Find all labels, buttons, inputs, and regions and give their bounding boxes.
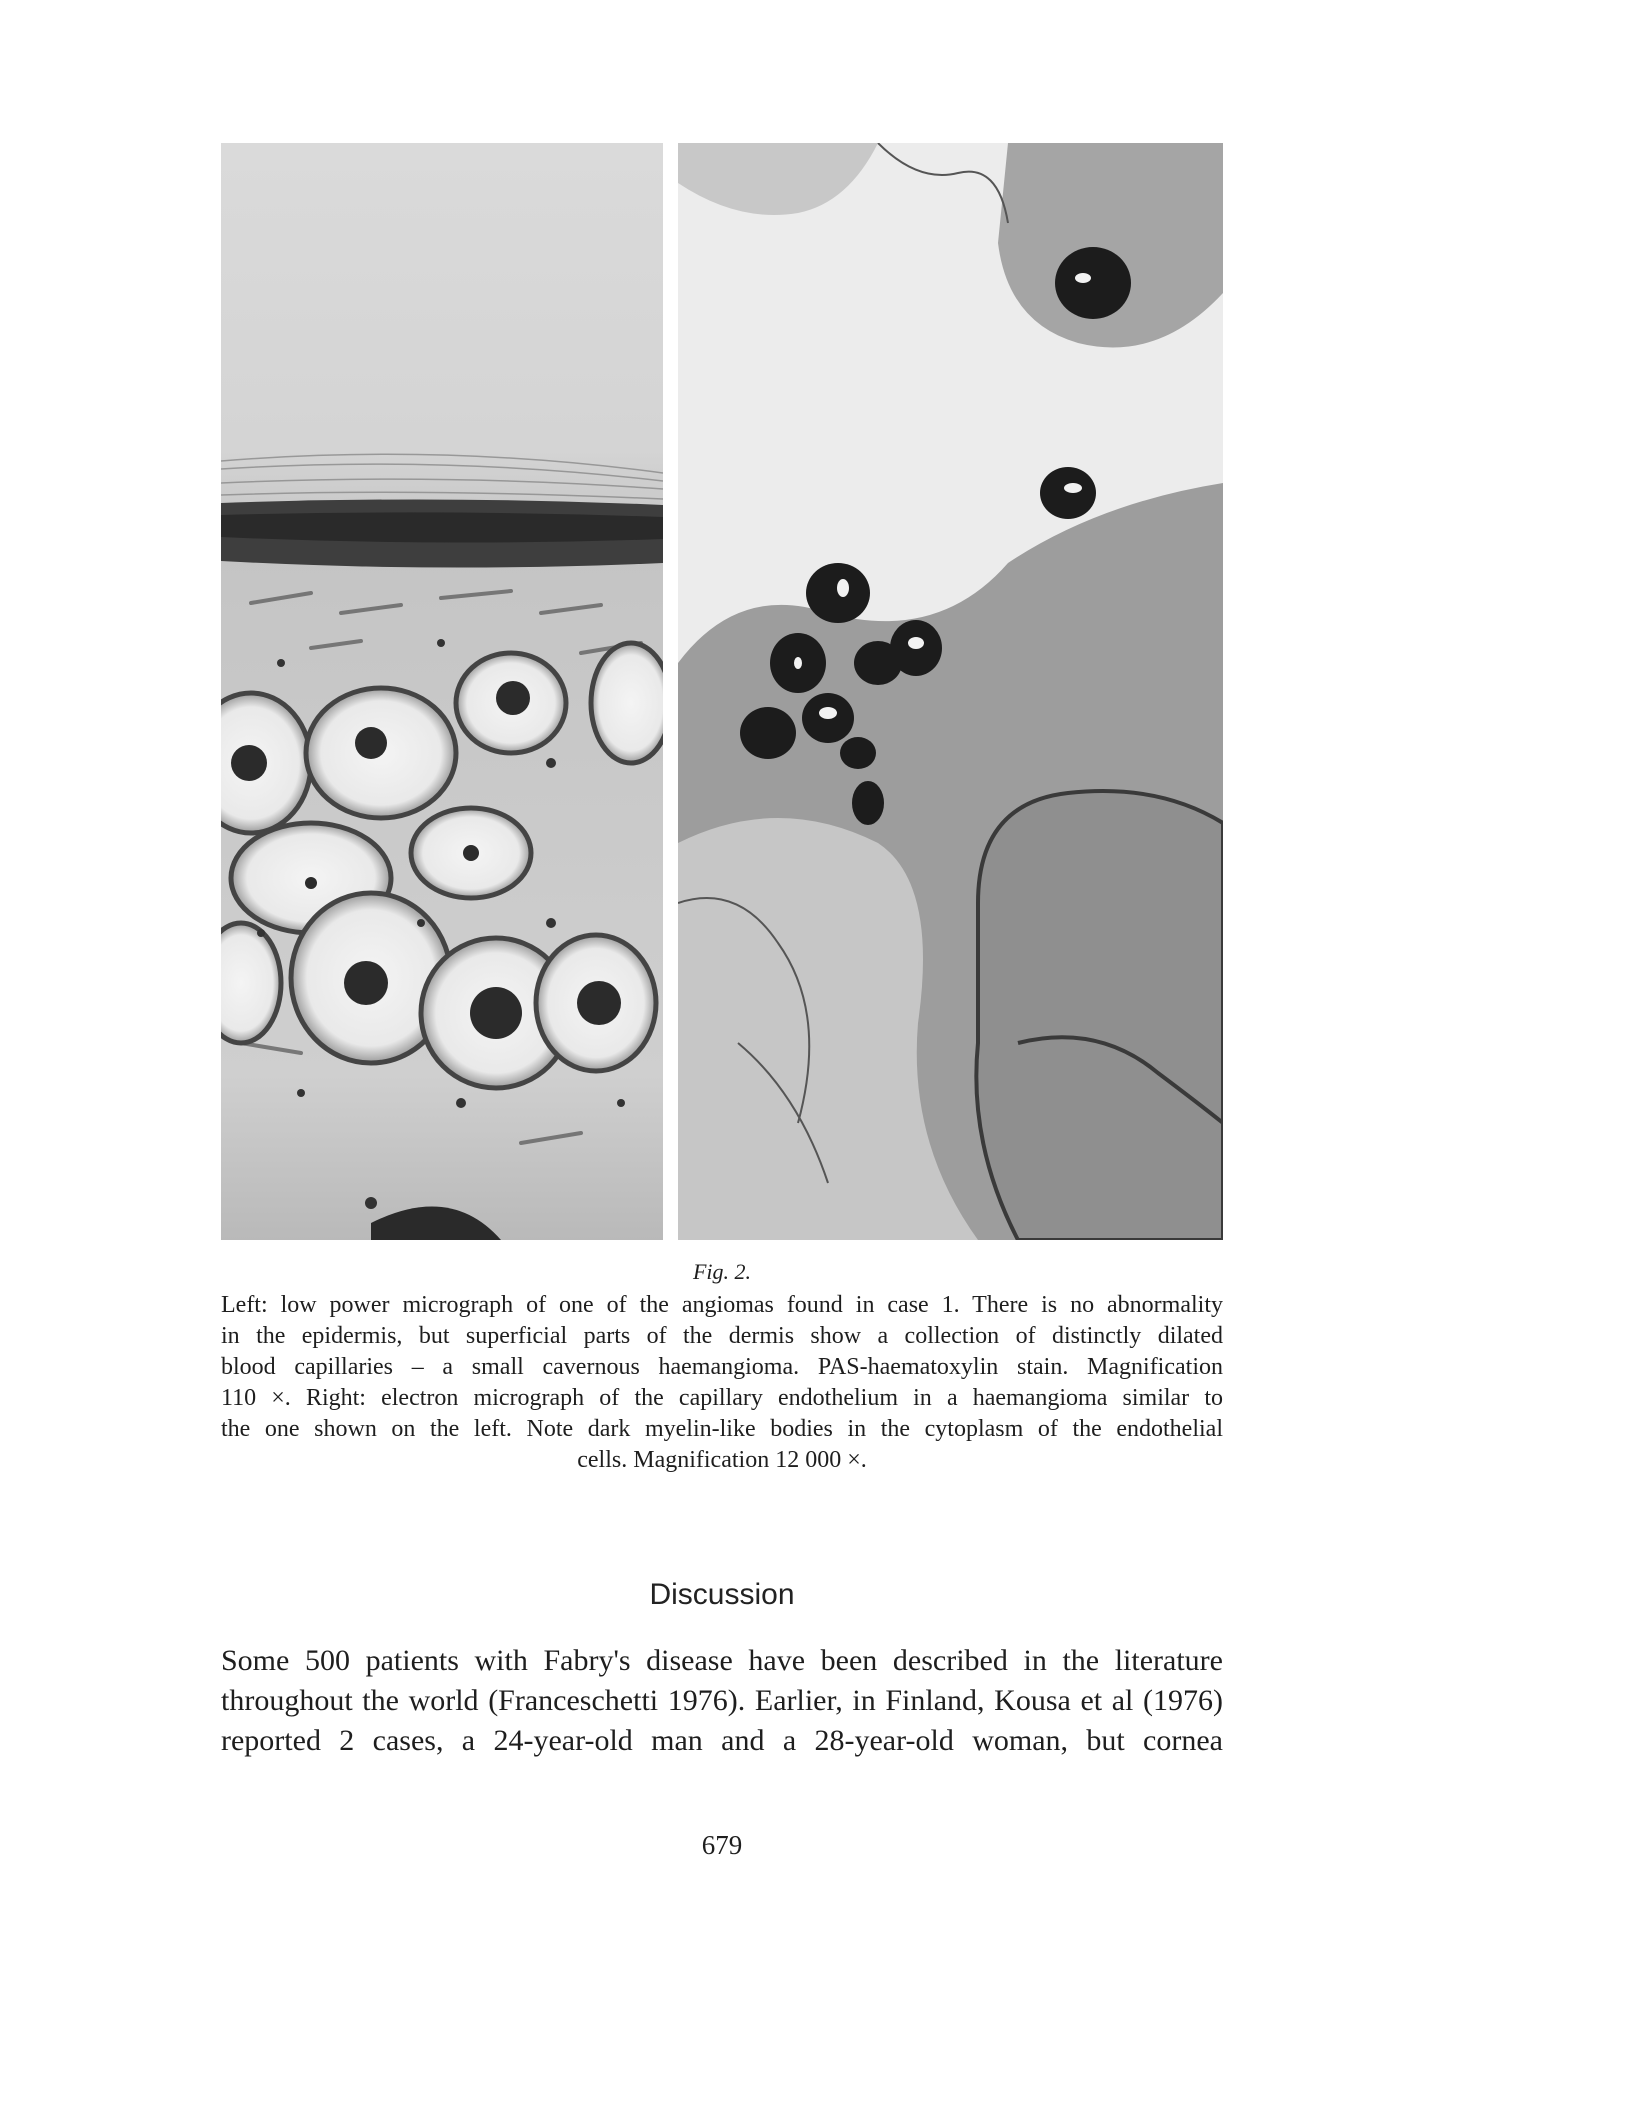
body-text-line: throughout the world (Franceschetti 1976). Earlier, in Finland, Kousa et al (1976) bbox=[221, 1684, 1223, 1717]
caption-line: Left: low power micrograph of one of the angiomas found in case 1. There is no abnormality bbox=[221, 1292, 1223, 1318]
right-micrograph-image bbox=[678, 143, 1223, 1240]
caption-line: 110 ×. Right: electron micrograph of the capillary endothelium in a haemangioma similar to bbox=[221, 1385, 1223, 1411]
body-text-line: Some 500 patients with Fabry's disease have been described in the literature bbox=[221, 1644, 1223, 1677]
left-micrograph-image bbox=[221, 143, 663, 1240]
caption-line: the one shown on the left. Note dark myelin-like bodies in the cytoplasm of the endothelial bbox=[221, 1416, 1223, 1442]
left-micrograph bbox=[221, 143, 663, 1240]
caption-line: cells. Magnification 12 000 ×. bbox=[577, 1447, 867, 1473]
section-heading: Discussion bbox=[649, 1578, 795, 1611]
body-text-line: reported 2 cases, a 24-year-old man and a 28-year-old woman, but cornea bbox=[221, 1724, 1223, 1757]
caption-line: in the epidermis, but superficial parts of the dermis show a collection of distinctly dilated bbox=[221, 1323, 1223, 1349]
figure-label: Fig. 2. bbox=[692, 1259, 752, 1284]
right-micrograph bbox=[678, 143, 1223, 1240]
caption-line: blood capillaries – a small cavernous haemangioma. PAS-haematoxylin stain. Magnification bbox=[221, 1354, 1223, 1380]
page-number: 679 bbox=[701, 1830, 743, 1860]
figure-caption bbox=[221, 1290, 1223, 1480]
